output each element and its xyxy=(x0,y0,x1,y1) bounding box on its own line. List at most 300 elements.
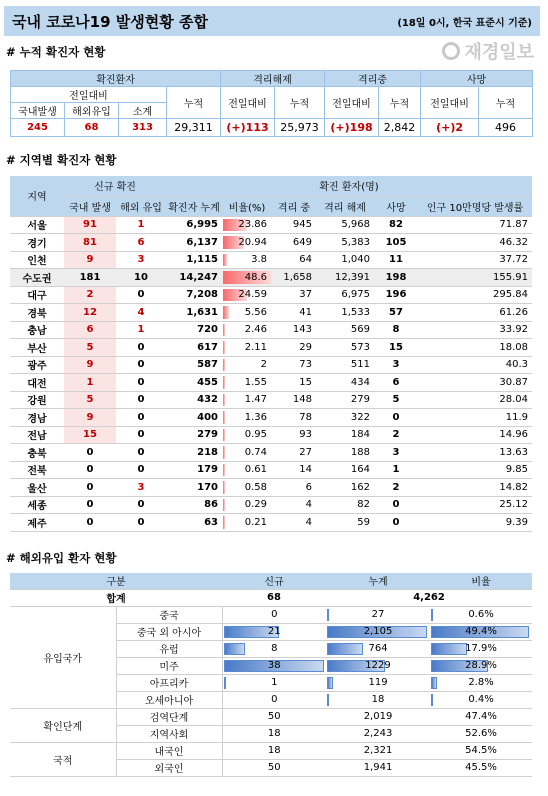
new-bar xyxy=(224,643,245,655)
released: 164 xyxy=(316,461,374,479)
ratio-cell xyxy=(222,321,272,339)
cum-value: 119 xyxy=(368,677,388,688)
domestic-new: 81 xyxy=(64,234,116,252)
hdr-isolated-cum: 누적 xyxy=(379,87,421,119)
hdr-dom: 국내 발생 xyxy=(64,196,116,216)
per-100k: 37.72 xyxy=(418,251,532,269)
table-row xyxy=(10,742,532,759)
ratio-value: 0.95 xyxy=(244,429,268,441)
released: 279 xyxy=(316,391,374,409)
deaths: 82 xyxy=(374,216,418,234)
hdr-cum-region: 확진자 누계 xyxy=(166,196,222,216)
domestic-new: 181 xyxy=(64,269,116,287)
ratio-value: 3.8 xyxy=(251,254,268,266)
ratio-value: 2.46 xyxy=(244,324,268,336)
overseas-new: 0 xyxy=(116,426,166,444)
hdr-iso: 격리 중 xyxy=(272,196,316,216)
ratio-value: 17.9% xyxy=(465,643,497,654)
hdr-released-prev: 전일대비 xyxy=(221,87,275,119)
ratio-value: 0.21 xyxy=(244,516,268,528)
deaths: 198 xyxy=(374,269,418,287)
ratio-cell xyxy=(430,657,532,674)
ratio-value: 0.74 xyxy=(244,446,268,458)
per-100k: 33.92 xyxy=(418,321,532,339)
released: 573 xyxy=(316,339,374,357)
overseas-new: 0 xyxy=(116,339,166,357)
ratio-cell xyxy=(222,496,272,514)
ratio-value: 20.94 xyxy=(238,236,268,248)
ratio-cell xyxy=(430,606,532,623)
cum-cell xyxy=(326,725,430,742)
new-value: 18 xyxy=(267,728,281,739)
cumulative: 279 xyxy=(166,426,222,444)
ratio-value: 54.5% xyxy=(465,745,497,756)
released: 82 xyxy=(316,496,374,514)
overseas-new: 1 xyxy=(116,321,166,339)
table-row xyxy=(10,251,532,269)
category-label: 내국인 xyxy=(116,742,222,759)
deaths: 15 xyxy=(374,339,418,357)
per-100k: 71.87 xyxy=(418,216,532,234)
deaths: 5 xyxy=(374,391,418,409)
cum-cell xyxy=(326,742,430,759)
ratio-cell xyxy=(222,444,272,462)
domestic-new: 0 xyxy=(64,444,116,462)
new-value: 50 xyxy=(267,762,281,773)
new-cell xyxy=(222,742,326,759)
isolated: 78 xyxy=(272,409,316,427)
domestic-new: 9 xyxy=(64,409,116,427)
logo-mark-icon xyxy=(442,42,460,60)
deaths: 0 xyxy=(374,496,418,514)
page-subtitle: (18일 0시, 한국 표준시 기준) xyxy=(397,17,532,29)
hdr-released-cum: 누적 xyxy=(275,87,325,119)
hdr-prev: 전일대비 xyxy=(11,87,167,103)
isolated: 37 xyxy=(272,286,316,304)
new-value: 0 xyxy=(271,694,278,705)
table-row xyxy=(10,496,532,514)
overseas-new: 3 xyxy=(116,479,166,497)
region-name: 경북 xyxy=(10,304,64,322)
ratio-bar xyxy=(431,694,433,706)
overseas-new: 4 xyxy=(116,304,166,322)
category-label: 검역단계 xyxy=(116,708,222,725)
table-row xyxy=(10,269,532,287)
ratio-cell xyxy=(222,374,272,392)
summary-table xyxy=(10,70,533,137)
group-label: 국적 xyxy=(10,742,116,776)
ratio-cell xyxy=(222,234,272,252)
cum-value: 1,941 xyxy=(363,762,393,773)
isolated: 1,658 xyxy=(272,269,316,287)
ratio-value: 5.56 xyxy=(244,306,268,318)
group-label: 확인단계 xyxy=(10,708,116,742)
new-value: 8 xyxy=(271,643,278,654)
ratio-value: 24.59 xyxy=(238,289,268,301)
region-name: 충남 xyxy=(10,321,64,339)
per-100k: 13.63 xyxy=(418,444,532,462)
ratio-value: 2.8% xyxy=(468,677,494,688)
hdr-cum-ovs: 누계 xyxy=(326,573,430,589)
isolated: 15 xyxy=(272,374,316,392)
table-row xyxy=(10,426,532,444)
hdr-overseas: 해외유입 xyxy=(65,103,119,119)
ratio-cell xyxy=(222,286,272,304)
overseas-new: 1 xyxy=(116,216,166,234)
domestic-new: 0 xyxy=(64,479,116,497)
hdr-cum: 누적 xyxy=(167,87,221,119)
ratio-bar xyxy=(431,643,467,655)
released: 12,391 xyxy=(316,269,374,287)
table-row xyxy=(10,479,532,497)
region-name: 대구 xyxy=(10,286,64,304)
cumulative: 1,115 xyxy=(166,251,222,269)
category-label: 외국인 xyxy=(116,759,222,776)
released: 1,040 xyxy=(316,251,374,269)
table-row xyxy=(10,286,532,304)
table-row xyxy=(10,606,532,623)
regional-table xyxy=(10,176,532,532)
val-death-prev: (+)2 xyxy=(421,119,479,137)
cumulative: 6,137 xyxy=(166,234,222,252)
ratio-cell xyxy=(430,708,532,725)
per-100k: 155.91 xyxy=(418,269,532,287)
new-value: 1 xyxy=(271,677,278,688)
hdr-isolated: 격리중 xyxy=(325,71,421,87)
cum-cell xyxy=(326,708,430,725)
isolated: 14 xyxy=(272,461,316,479)
domestic-new: 5 xyxy=(64,339,116,357)
per-100k: 40.3 xyxy=(418,356,532,374)
ratio-value: 1.55 xyxy=(244,376,268,388)
deaths: 0 xyxy=(374,409,418,427)
new-cell xyxy=(222,674,326,691)
ratio-value: 28.9% xyxy=(465,660,497,671)
ratio-cell xyxy=(430,759,532,776)
overseas-new: 0 xyxy=(116,496,166,514)
ratio-value: 47.4% xyxy=(465,711,497,722)
table-row xyxy=(10,374,532,392)
val-domestic: 245 xyxy=(11,119,65,137)
ratio-cell xyxy=(430,691,532,708)
deaths: 1 xyxy=(374,461,418,479)
cumulative: 1,631 xyxy=(166,304,222,322)
region-name: 부산 xyxy=(10,339,64,357)
hdr-death: 사망 xyxy=(421,71,533,87)
per-100k: 14.82 xyxy=(418,479,532,497)
domestic-new: 9 xyxy=(64,356,116,374)
new-value: 50 xyxy=(267,711,281,722)
released: 322 xyxy=(316,409,374,427)
overseas-table xyxy=(10,573,532,777)
isolated: 143 xyxy=(272,321,316,339)
cumulative: 86 xyxy=(166,496,222,514)
new-cell xyxy=(222,623,326,640)
new-value: 38 xyxy=(267,660,281,671)
section-title-overseas: # 해외유입 환자 현황 xyxy=(6,551,117,565)
category-label: 중국 외 아시아 xyxy=(116,623,222,640)
released: 569 xyxy=(316,321,374,339)
category-label: 미주 xyxy=(116,657,222,674)
cumulative: 218 xyxy=(166,444,222,462)
cum-value: 1229 xyxy=(365,660,391,671)
table-row xyxy=(10,216,532,234)
hdr-total: 확진 환자(명) xyxy=(166,176,532,196)
category-label: 아프리카 xyxy=(116,674,222,691)
region-name: 제주 xyxy=(10,514,64,532)
cum-value: 2,243 xyxy=(363,728,393,739)
cumulative: 455 xyxy=(166,374,222,392)
cumulative: 432 xyxy=(166,391,222,409)
hdr-region: 지역 xyxy=(10,176,64,216)
ratio-cell xyxy=(222,216,272,234)
cumulative: 720 xyxy=(166,321,222,339)
released: 511 xyxy=(316,356,374,374)
region-name: 수도권 xyxy=(10,269,64,287)
cum-value: 2,321 xyxy=(363,745,393,756)
val-released-prev: (+)113 xyxy=(221,119,275,137)
region-name: 전남 xyxy=(10,426,64,444)
ratio-cell xyxy=(222,356,272,374)
domestic-new: 91 xyxy=(64,216,116,234)
released: 5,383 xyxy=(316,234,374,252)
released: 59 xyxy=(316,514,374,532)
region-name: 전북 xyxy=(10,461,64,479)
region-name: 세종 xyxy=(10,496,64,514)
table-row xyxy=(10,708,532,725)
hdr-new: 신규 확진 xyxy=(64,176,166,196)
isolated: 27 xyxy=(272,444,316,462)
val-released-cum: 25,973 xyxy=(275,119,325,137)
cum-cell xyxy=(326,606,430,623)
ratio-value: 0.58 xyxy=(244,481,268,493)
ratio-value: 1.36 xyxy=(244,411,268,423)
cum-value: 2,019 xyxy=(363,711,393,722)
cum-value: 2,105 xyxy=(363,626,393,637)
new-cell xyxy=(222,691,326,708)
new-value: 0 xyxy=(271,609,278,620)
hdr-new-ovs: 신규 xyxy=(222,573,326,589)
isolated: 73 xyxy=(272,356,316,374)
cum-bar xyxy=(327,677,333,689)
category-label: 중국 xyxy=(116,606,222,623)
ratio-value: 52.6% xyxy=(465,728,497,739)
table-row xyxy=(10,234,532,252)
ratio-cell xyxy=(222,339,272,357)
domestic-new: 9 xyxy=(64,251,116,269)
cum-bar xyxy=(327,694,329,706)
ratio-cell xyxy=(222,426,272,444)
ratio-value: 0.61 xyxy=(244,464,268,476)
per-100k: 11.9 xyxy=(418,409,532,427)
region-name: 경남 xyxy=(10,409,64,427)
category-label: 유럽 xyxy=(116,640,222,657)
new-value: 18 xyxy=(267,745,281,756)
cumulative: 587 xyxy=(166,356,222,374)
released: 184 xyxy=(316,426,374,444)
ratio-value: 2.11 xyxy=(244,341,268,353)
cum-bar xyxy=(327,609,329,621)
total-cum: 4,262 xyxy=(326,589,532,606)
deaths: 3 xyxy=(374,356,418,374)
table-row xyxy=(10,514,532,532)
domestic-new: 0 xyxy=(64,496,116,514)
ratio-value: 0.6% xyxy=(468,609,494,620)
cumulative: 617 xyxy=(166,339,222,357)
ratio-bar xyxy=(431,677,437,689)
per-100k: 9.39 xyxy=(418,514,532,532)
isolated: 6 xyxy=(272,479,316,497)
region-name: 대전 xyxy=(10,374,64,392)
deaths: 6 xyxy=(374,374,418,392)
hdr-domestic: 국내발생 xyxy=(11,103,65,119)
hdr-rel: 격리 해제 xyxy=(316,196,374,216)
overseas-new: 0 xyxy=(116,356,166,374)
ratio-bar xyxy=(431,609,433,621)
ratio-cell xyxy=(222,304,272,322)
overseas-new: 0 xyxy=(116,374,166,392)
isolated: 93 xyxy=(272,426,316,444)
released: 6,975 xyxy=(316,286,374,304)
region-name: 울산 xyxy=(10,479,64,497)
deaths: 0 xyxy=(374,514,418,532)
cum-value: 27 xyxy=(371,609,385,620)
overseas-new: 0 xyxy=(116,391,166,409)
isolated: 64 xyxy=(272,251,316,269)
region-name: 인천 xyxy=(10,251,64,269)
new-cell xyxy=(222,725,326,742)
deaths: 11 xyxy=(374,251,418,269)
val-confirmed-cum: 29,311 xyxy=(167,119,221,137)
val-isolated-cum: 2,842 xyxy=(379,119,421,137)
deaths: 2 xyxy=(374,479,418,497)
isolated: 29 xyxy=(272,339,316,357)
section-title-cumulative: # 누적 확진자 현황 xyxy=(6,45,106,59)
deaths: 8 xyxy=(374,321,418,339)
table-row xyxy=(10,444,532,462)
isolated: 945 xyxy=(272,216,316,234)
ratio-cell xyxy=(430,623,532,640)
ratio-cell xyxy=(222,391,272,409)
released: 434 xyxy=(316,374,374,392)
per-100k: 14.96 xyxy=(418,426,532,444)
per-100k: 25.12 xyxy=(418,496,532,514)
cum-cell xyxy=(326,759,430,776)
per-100k: 46.32 xyxy=(418,234,532,252)
group-label: 유입국가 xyxy=(10,606,116,708)
hdr-per: 인구 10만명당 발생률 xyxy=(418,196,532,216)
cum-cell xyxy=(326,674,430,691)
hdr-ratio: 비율(%) xyxy=(222,196,272,216)
table-row xyxy=(10,461,532,479)
region-name: 경기 xyxy=(10,234,64,252)
logo-text: 재경일보 xyxy=(464,42,534,63)
released: 188 xyxy=(316,444,374,462)
ratio-value: 23.86 xyxy=(238,219,268,231)
domestic-new: 15 xyxy=(64,426,116,444)
released: 162 xyxy=(316,479,374,497)
cum-cell xyxy=(326,623,430,640)
table-row xyxy=(10,356,532,374)
overseas-new: 3 xyxy=(116,251,166,269)
deaths: 57 xyxy=(374,304,418,322)
new-cell xyxy=(222,657,326,674)
hdr-death-region: 사망 xyxy=(374,196,418,216)
hdr-subtotal: 소계 xyxy=(119,103,167,119)
val-isolated-prev: (+)198 xyxy=(325,119,379,137)
isolated: 4 xyxy=(272,496,316,514)
cum-value: 764 xyxy=(368,643,388,654)
ratio-cell xyxy=(430,742,532,759)
ratio-cell xyxy=(222,269,272,287)
ratio-cell xyxy=(430,725,532,742)
hdr-death-cum: 누적 xyxy=(479,87,533,119)
hdr-confirmed: 확진환자 xyxy=(11,71,221,87)
domestic-new: 2 xyxy=(64,286,116,304)
page-title: 국내 코로나19 발생현황 종합 xyxy=(12,12,208,31)
new-cell xyxy=(222,759,326,776)
cum-cell xyxy=(326,691,430,708)
ratio-value: 45.5% xyxy=(465,762,497,773)
val-death-cum: 496 xyxy=(479,119,533,137)
per-100k: 18.08 xyxy=(418,339,532,357)
table-row xyxy=(10,391,532,409)
total-new: 68 xyxy=(222,589,326,606)
deaths: 2 xyxy=(374,426,418,444)
hdr-death-prev: 전일대비 xyxy=(421,87,479,119)
overseas-new: 0 xyxy=(116,286,166,304)
per-100k: 30.87 xyxy=(418,374,532,392)
isolated: 4 xyxy=(272,514,316,532)
ratio-cell xyxy=(222,479,272,497)
total-label: 합계 xyxy=(10,589,222,606)
per-100k: 61.26 xyxy=(418,304,532,322)
isolated: 41 xyxy=(272,304,316,322)
new-value: 21 xyxy=(267,626,281,637)
ratio-value: 48.6 xyxy=(244,271,268,283)
hdr-released: 격리해제 xyxy=(221,71,325,87)
per-100k: 9.85 xyxy=(418,461,532,479)
ratio-value: 49.4% xyxy=(465,626,497,637)
ratio-cell xyxy=(222,514,272,532)
new-cell xyxy=(222,708,326,725)
deaths: 196 xyxy=(374,286,418,304)
region-name: 광주 xyxy=(10,356,64,374)
overseas-new: 10 xyxy=(116,269,166,287)
logo xyxy=(442,38,534,64)
ratio-cell xyxy=(430,640,532,657)
cumulative: 63 xyxy=(166,514,222,532)
overseas-new: 6 xyxy=(116,234,166,252)
isolated: 649 xyxy=(272,234,316,252)
table-row xyxy=(10,409,532,427)
per-100k: 28.04 xyxy=(418,391,532,409)
cum-value: 18 xyxy=(371,694,385,705)
title-bar xyxy=(4,6,540,36)
cumulative: 179 xyxy=(166,461,222,479)
table-row xyxy=(10,321,532,339)
cumulative: 6,995 xyxy=(166,216,222,234)
isolated: 148 xyxy=(272,391,316,409)
category-label: 오세아니아 xyxy=(116,691,222,708)
cumulative: 170 xyxy=(166,479,222,497)
ratio-value: 1.47 xyxy=(244,394,268,406)
category-label: 지역사회 xyxy=(116,725,222,742)
domestic-new: 12 xyxy=(64,304,116,322)
table-row xyxy=(10,339,532,357)
domestic-new: 0 xyxy=(64,514,116,532)
section-title-regional: # 지역별 확진자 현황 xyxy=(6,153,117,167)
